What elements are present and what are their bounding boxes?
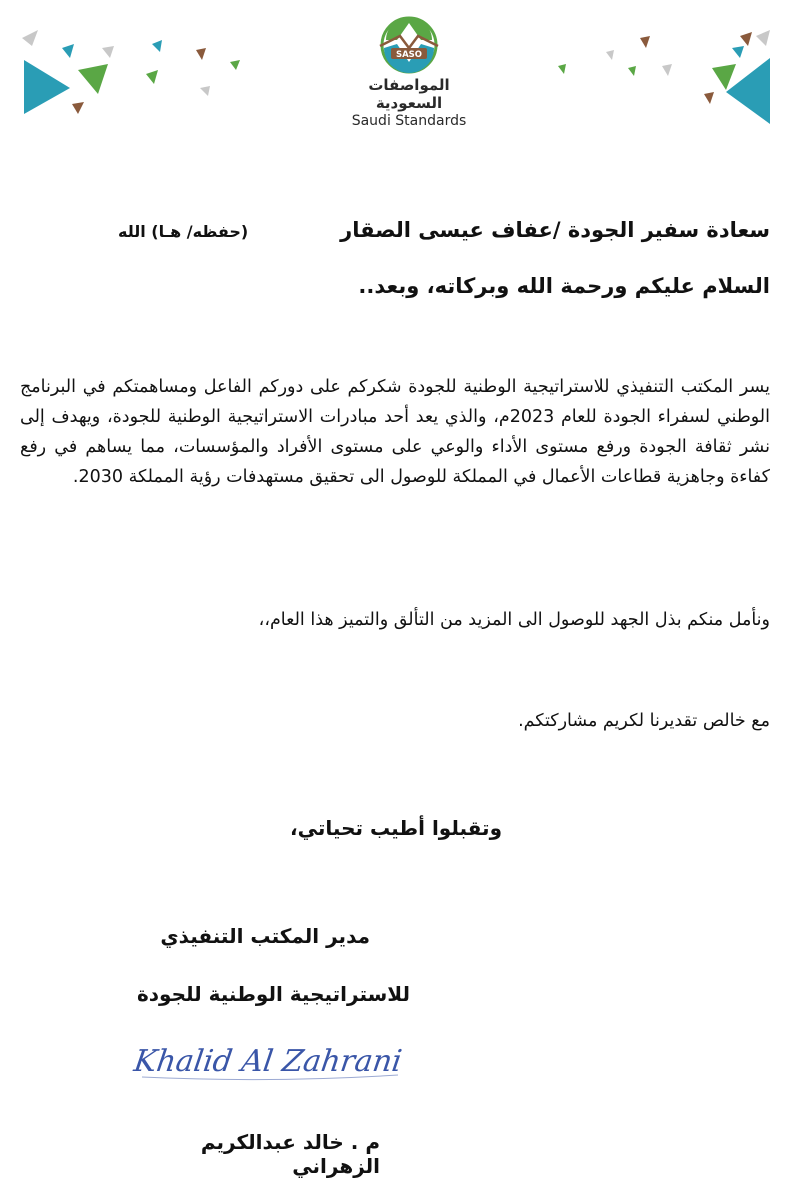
decor-triangle-grey [22, 30, 38, 46]
decor-triangle-grey-2 [102, 46, 114, 58]
decor-triangle-green [712, 64, 736, 90]
decor-triangle-brown-2 [196, 48, 206, 60]
decor-triangle-brown [740, 32, 752, 46]
signature-text: Khalid Al Zahrani [131, 1044, 405, 1079]
greeting: السلام عليكم ورحمة الله وبركاته، وبعد.. [358, 274, 770, 298]
signatory-title-line1: مدير المكتب التنفيذي [160, 924, 370, 948]
logo-arabic-name: المواصفات السعودية [368, 76, 450, 112]
decor-triangle-brown-2 [704, 92, 714, 104]
decor-triangle-green-3 [558, 64, 566, 74]
handwritten-signature [130, 1035, 410, 1085]
decor-triangle-green-3 [230, 60, 240, 70]
decor-triangle-green-2 [146, 70, 158, 84]
decor-triangle-brown [72, 102, 84, 114]
decor-triangle-brown-3 [640, 36, 650, 48]
recipient-name: سعادة سفير الجودة /عفاف عيسى الصقار [340, 218, 770, 242]
saso-emblem-icon [374, 14, 444, 74]
decor-triangle-teal-large [24, 60, 70, 114]
closing-line: وتقبلوا أطيب تحياتي، [290, 816, 502, 840]
body-paragraph: يسر المكتب التنفيذي للاستراتيجية الوطنية للجودة شكركم على دوركم الفاعل ومساهمتكم في البرنامج الوطني لسفراء الجودة للعام 2023م، والذي يعد أحد مبادرات الاستراتيجية الوطنية للجودة، ويهدف إلى نشر ثقافة الجودة ورفع مستوى الأداء والوعي على مستوى الأفراد والمؤسسات، مما يساهم في رفع كفاءة وجاهزية قطاعات الأعمال في المملكة للوصول الى تحقيق مستهدفات رؤية المملكة 2030. [20, 377, 770, 487]
hope-line: ونأمل منكم بذل الجهد للوصول الى المزيد من التألق والتميز هذا العام،، [258, 610, 770, 630]
logo-badge-text: SASO [395, 50, 423, 60]
signatory-title-line2: للاستراتيجية الوطنية للجودة [136, 982, 410, 1006]
header-decoration-right [544, 18, 774, 128]
decor-triangle-grey [756, 30, 770, 46]
decor-triangle-green [78, 64, 108, 94]
appreciation-line: مع خالص تقديرنا لكريم مشاركتكم. [518, 711, 770, 731]
decor-triangle-teal-3 [152, 40, 162, 52]
decor-triangle-teal-small [732, 46, 744, 58]
logo-english-name: Saudi Standards [351, 113, 467, 129]
saso-logo [334, 14, 484, 129]
decor-triangle-teal-small [62, 44, 74, 58]
decor-triangle-grey-3 [606, 50, 614, 60]
header-decoration-left [18, 18, 248, 128]
recipient-honorific: (حفظه/ هـا) الله [118, 222, 249, 241]
decor-triangle-grey-3 [200, 86, 210, 96]
signatory-name: م . خالد عبدالكريم الزهراني [200, 1130, 380, 1178]
decor-triangle-grey-2 [662, 64, 672, 76]
decor-triangle-green-2 [628, 66, 636, 76]
